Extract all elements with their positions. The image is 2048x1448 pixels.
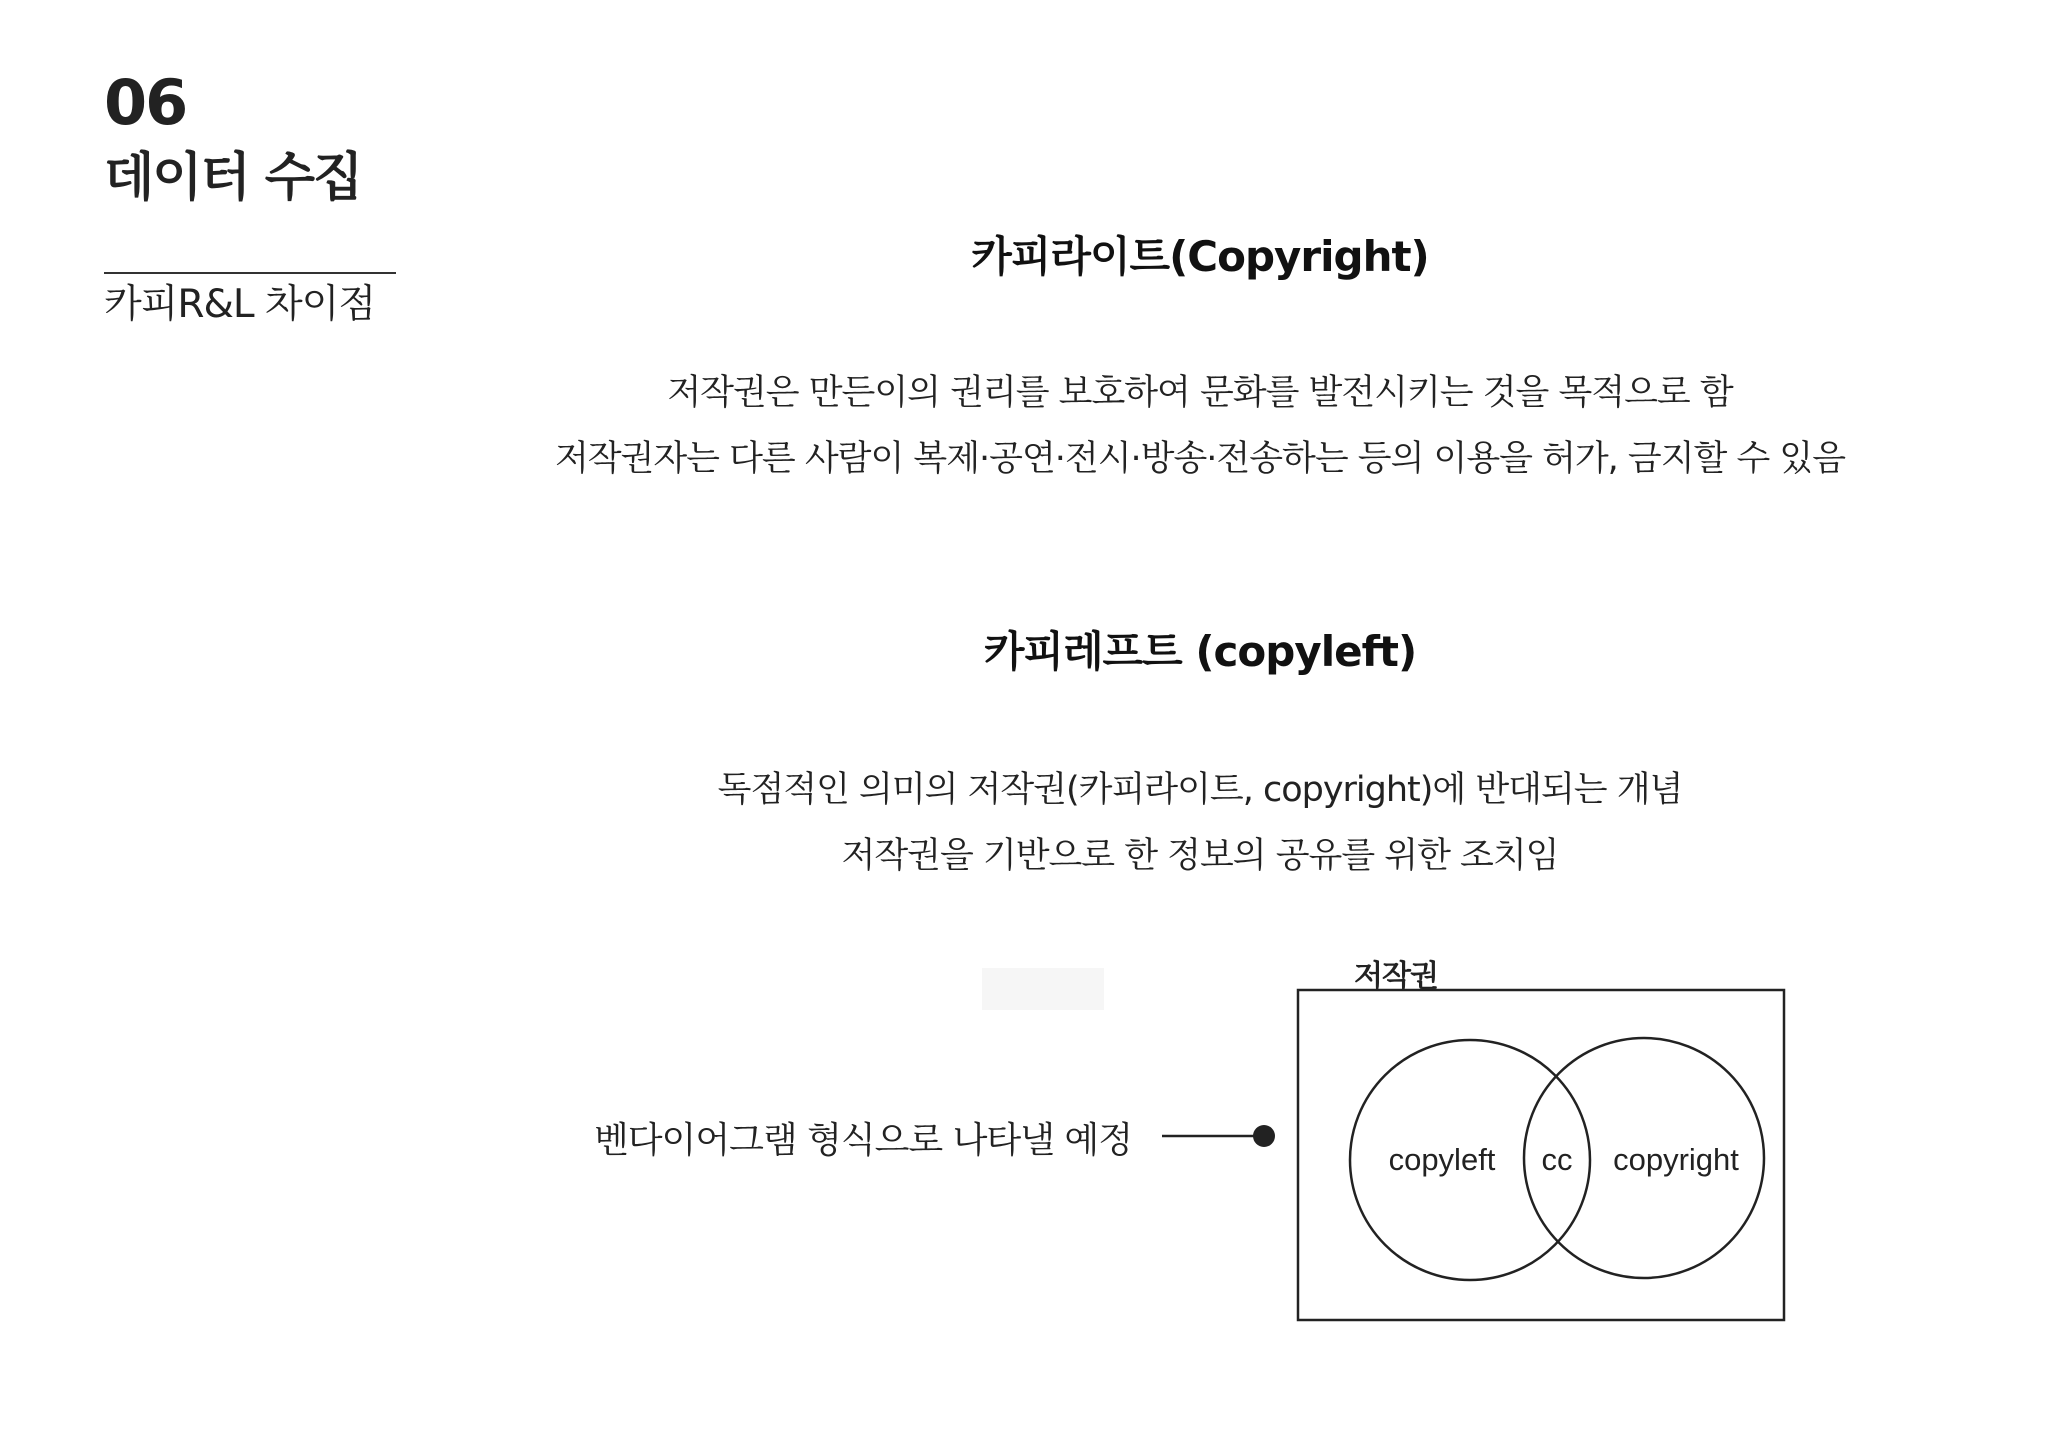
venn-left-label: copyleft [1388,1142,1496,1177]
copyleft-description [460,757,1940,889]
copyleft-heading: 카피레프트 (copyleft) [983,627,1417,676]
copyright-heading: 카피라이트(Copyright) [971,232,1429,281]
copyright-line-1: 저작권은 만든이의 권리를 보호하여 문화를 발전시키는 것을 목적으로 함 [667,373,1733,413]
copyleft-line-2: 저작권을 기반으로 한 정보의 공유를 위한 조치임 [841,836,1559,876]
placeholder-box [982,968,1104,1010]
connector-dot [1253,1125,1275,1147]
header-divider [104,272,396,274]
venn-right-label: copyright [1613,1142,1739,1177]
diagram-note: 벤다이어그램 형식으로 나타낼 예정 [594,1120,1132,1161]
section-title: 데이터 수집 [104,148,362,208]
copyleft-line-1: 독점적인 의미의 저작권(카피라이트, copyright)에 반대되는 개념 [717,770,1683,810]
venn-outer-label: 저작권 [1354,959,1438,994]
venn-diagram [1296,959,1796,1322]
section-subtitle: 카피R&L 차이점 [104,282,376,327]
copyright-description [460,360,1940,492]
copyright-line-2: 저작권자는 다른 사람이 복제·공연·전시·방송·전송하는 등의 이용을 허가, 금지할 수 있음 [554,439,1846,479]
section-number: 06 [104,66,187,139]
venn-intersection-label: cc [1541,1142,1573,1177]
connector-line [1162,1106,1278,1166]
